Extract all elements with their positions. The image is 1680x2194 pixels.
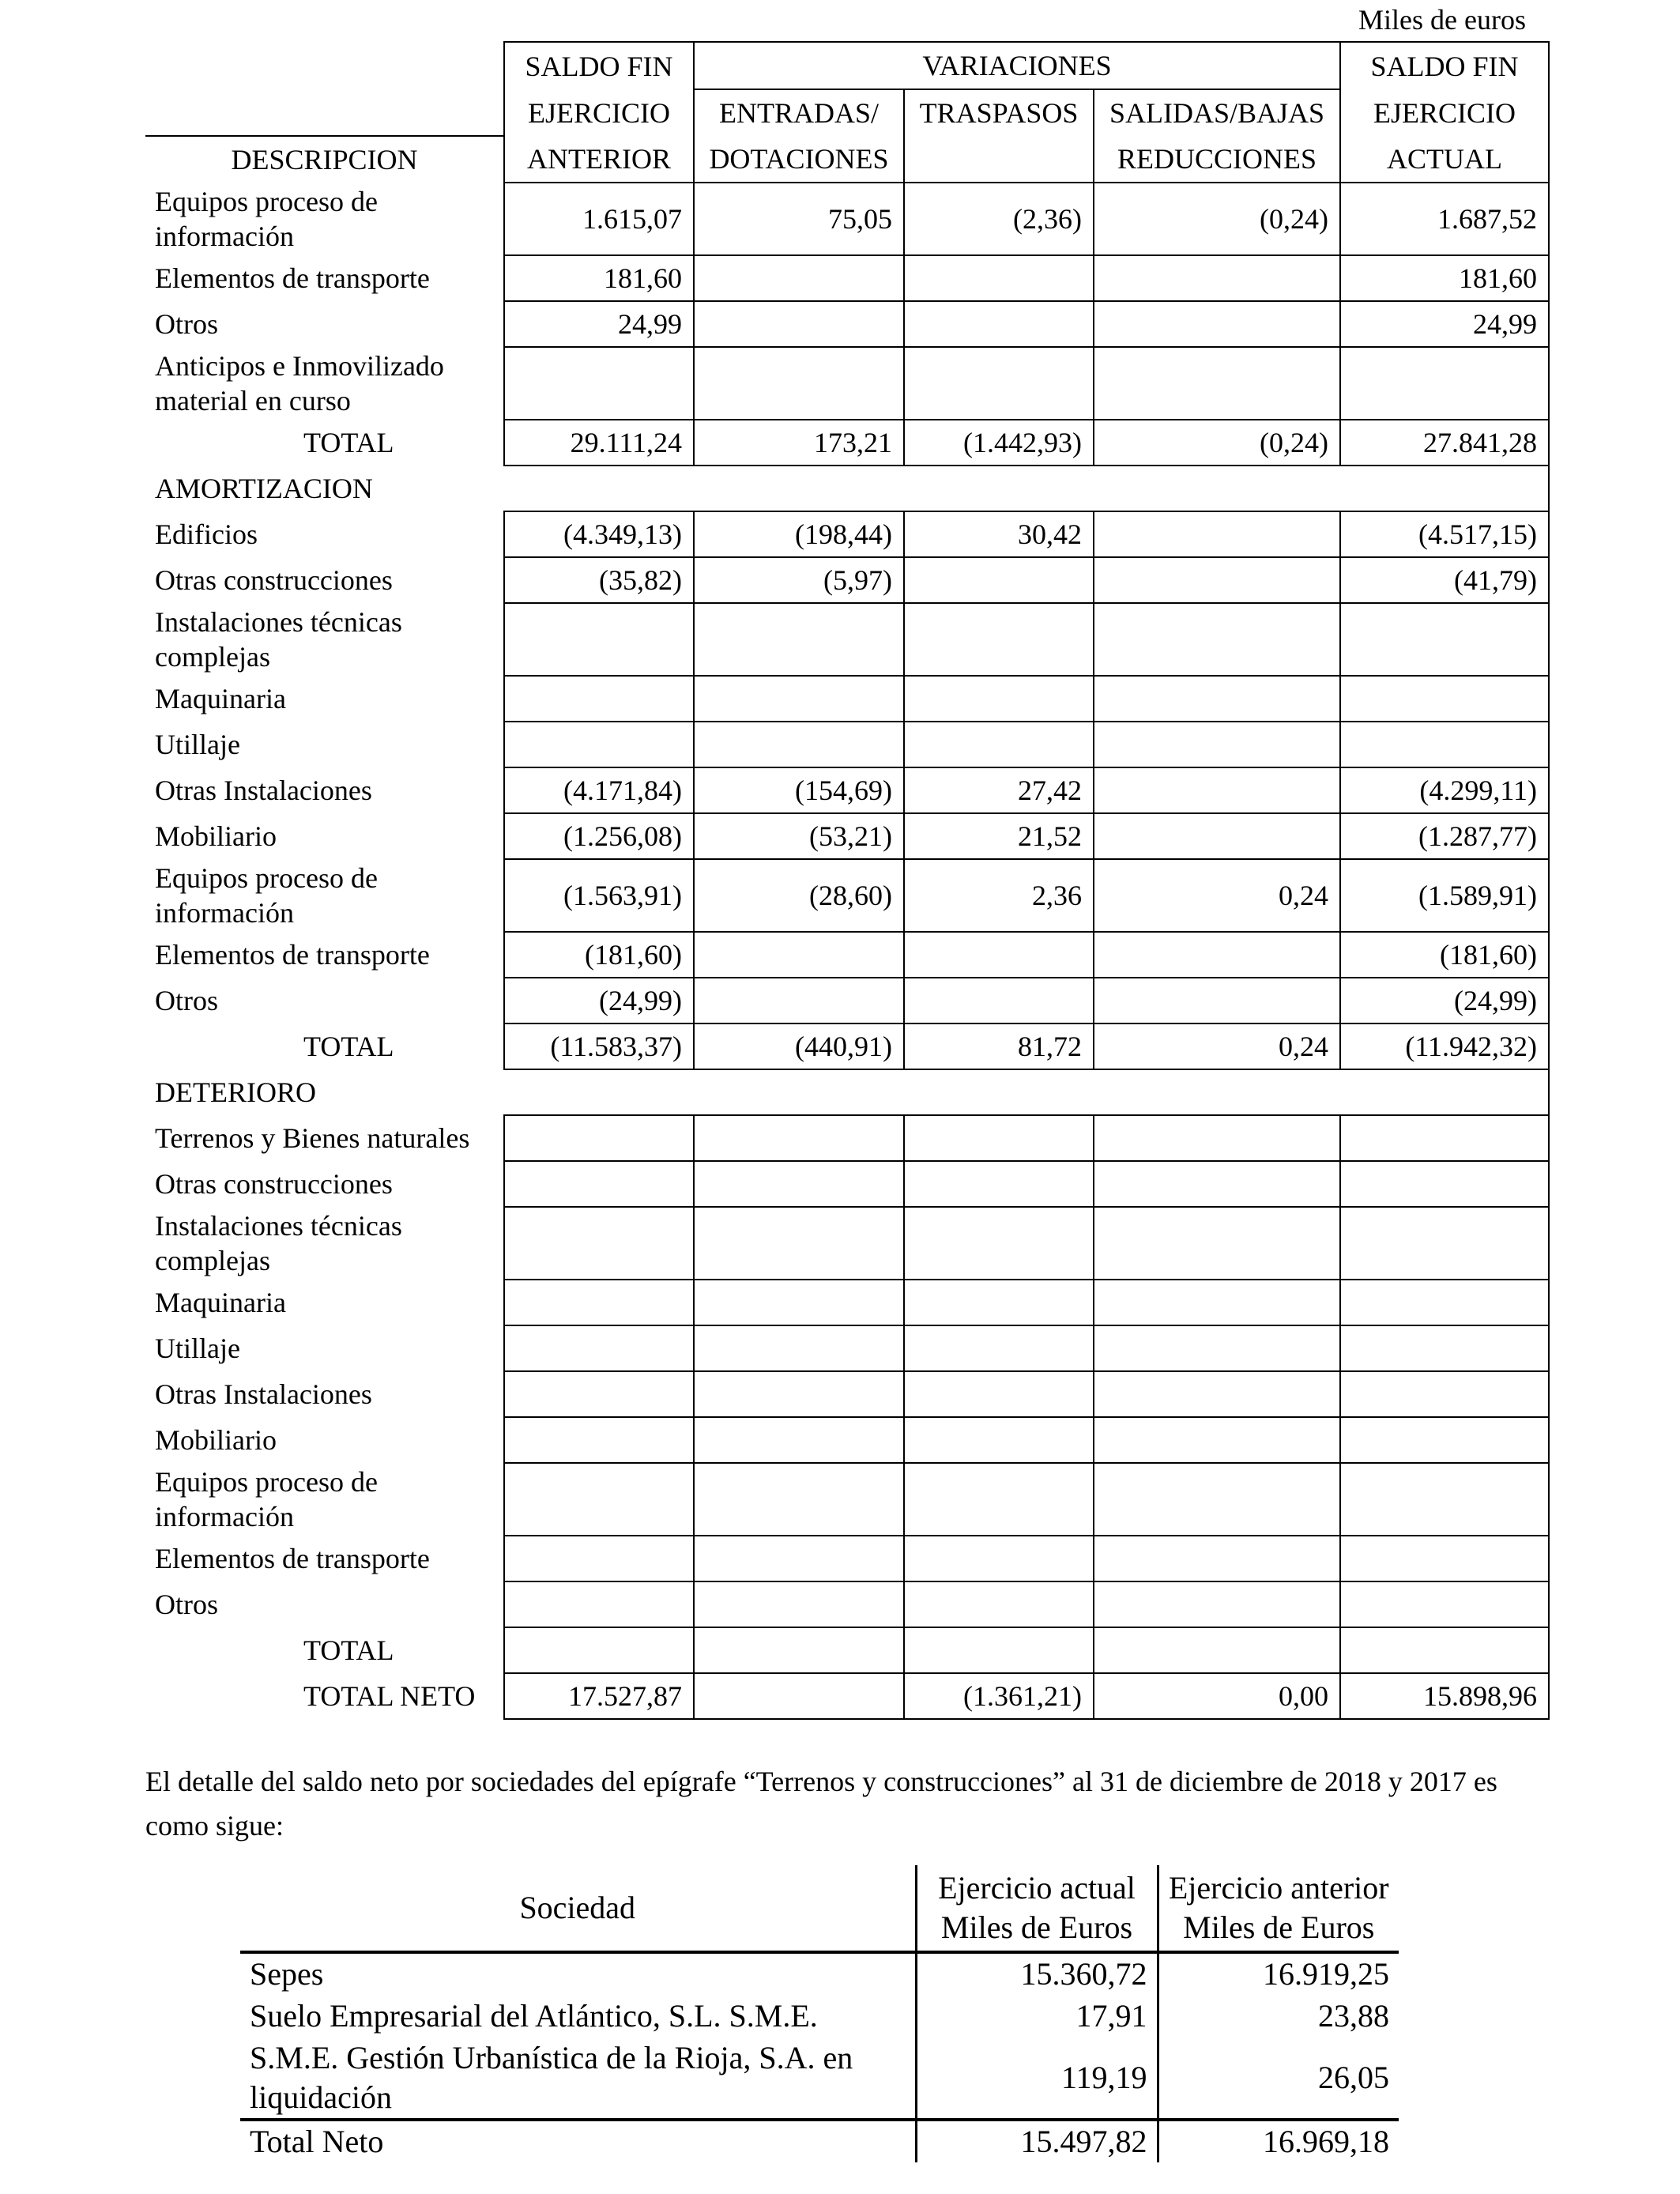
saldo-anterior-cell (504, 603, 694, 676)
entradas-cell (694, 1161, 904, 1207)
header-row-2 (145, 89, 1549, 136)
sociedad-name: Suelo Empresarial del Atlántico, S.L. S.M.E. (240, 1995, 916, 2038)
traspasos-cell: (1.361,21) (904, 1673, 1094, 1719)
traspasos-cell: 2,36 (904, 859, 1094, 932)
actual-header-line-2: Miles de Euros (940, 1909, 1133, 1945)
traspasos-cell: (2,36) (904, 183, 1094, 255)
sociedad-row (240, 1995, 1399, 2038)
entradas-cell (694, 1371, 904, 1417)
saldo-anterior-cell (504, 1371, 694, 1417)
section-title: DETERIORO (155, 1076, 316, 1108)
traspasos-cell: 30,42 (904, 511, 1094, 557)
data-row (145, 978, 1549, 1023)
data-row (145, 1115, 1549, 1161)
data-row (145, 603, 1549, 676)
salidas-cell (1094, 1325, 1340, 1371)
row-description: Equipos proceso de información (155, 1466, 378, 1532)
total-label: TOTAL (303, 1634, 394, 1666)
header-salidas-1: SALIDAS/BAJAS (1094, 89, 1340, 136)
sociedad-name: Sepes (240, 1952, 916, 1995)
saldo-anterior-cell: (4.349,13) (504, 511, 694, 557)
entradas-cell (694, 1115, 904, 1161)
data-row (145, 301, 1549, 347)
header-entradas-2: DOTACIONES (694, 136, 904, 183)
row-description: Otras construcciones (155, 1168, 393, 1200)
data-row (145, 1581, 1549, 1627)
saldo-actual-cell (1340, 1371, 1549, 1417)
row-description: Otros (155, 308, 218, 340)
data-row (145, 859, 1549, 932)
salidas-cell (1094, 1463, 1340, 1536)
actual-header (916, 1865, 1158, 1952)
traspasos-cell (904, 1581, 1094, 1627)
salidas-cell (1094, 255, 1340, 301)
total-label: TOTAL (303, 1031, 394, 1062)
saldo-anterior-cell (504, 1627, 694, 1673)
entradas-cell (694, 1627, 904, 1673)
data-row (145, 1280, 1549, 1325)
saldo-actual-cell: 27.841,28 (1340, 420, 1549, 466)
saldo-anterior-cell (504, 347, 694, 420)
anterior-header (1158, 1865, 1399, 1952)
saldo-actual-cell (1340, 1207, 1549, 1280)
entradas-cell (694, 1673, 904, 1719)
salidas-cell (1094, 1115, 1340, 1161)
traspasos-cell (904, 1463, 1094, 1536)
saldo-actual-cell (1340, 1161, 1549, 1207)
saldo-actual-cell (1340, 1280, 1549, 1325)
entradas-cell (694, 978, 904, 1023)
saldo-anterior-cell: 17.527,87 (504, 1673, 694, 1719)
entradas-cell (694, 603, 904, 676)
entradas-cell: (5,97) (694, 557, 904, 603)
salidas-cell (1094, 1417, 1340, 1463)
row-description: Instalaciones técnicas complejas (155, 1210, 402, 1276)
total-row (145, 1673, 1549, 1719)
traspasos-cell (904, 301, 1094, 347)
traspasos-cell (904, 1417, 1094, 1463)
row-description: Equipos proceso de información (155, 862, 378, 929)
actual-header-line-1: Ejercicio actual (938, 1870, 1136, 1906)
traspasos-cell (904, 722, 1094, 767)
data-row (145, 255, 1549, 301)
saldo-anterior-cell: 1.615,07 (504, 183, 694, 255)
traspasos-cell (904, 1280, 1094, 1325)
entradas-cell (694, 1207, 904, 1280)
salidas-cell (1094, 347, 1340, 420)
row-description: Edificios (155, 518, 258, 550)
entradas-cell: (28,60) (694, 859, 904, 932)
saldo-anterior-cell: (35,82) (504, 557, 694, 603)
salidas-cell (1094, 603, 1340, 676)
saldo-anterior-cell: (1.563,91) (504, 859, 694, 932)
row-description: Maquinaria (155, 1287, 286, 1318)
row-description: Otros (155, 1589, 218, 1620)
section-spacer (504, 1069, 1549, 1115)
row-description: Anticipos e Inmovilizado material en curso (155, 350, 444, 417)
header-empty (145, 89, 504, 136)
saldo-actual-cell: (11.942,32) (1340, 1023, 1549, 1069)
saldo-anterior-cell (504, 1280, 694, 1325)
header-description: DESCRIPCION (145, 136, 504, 183)
ejercicio-actual-value: 119,19 (916, 2038, 1158, 2120)
total-label: TOTAL NETO (303, 1680, 476, 1712)
salidas-cell (1094, 557, 1340, 603)
salidas-cell (1094, 1371, 1340, 1417)
saldo-actual-cell (1340, 1325, 1549, 1371)
traspasos-cell (904, 1115, 1094, 1161)
salidas-cell (1094, 676, 1340, 722)
units-label: Miles de euros (1358, 4, 1526, 36)
saldo-actual-cell: 1.687,52 (1340, 183, 1549, 255)
traspasos-cell (904, 347, 1094, 420)
salidas-cell: (0,24) (1094, 420, 1340, 466)
traspasos-cell (904, 1325, 1094, 1371)
saldo-anterior-cell (504, 1115, 694, 1161)
traspasos-cell (904, 932, 1094, 978)
entradas-cell (694, 255, 904, 301)
data-row (145, 676, 1549, 722)
ejercicio-actual-value: 17,91 (916, 1995, 1158, 2038)
saldo-anterior-cell (504, 1581, 694, 1627)
header-traspasos-empty (904, 136, 1094, 183)
saldo-actual-cell (1340, 347, 1549, 420)
salidas-cell (1094, 1627, 1340, 1673)
salidas-cell: 0,00 (1094, 1673, 1340, 1719)
saldo-actual-cell: (1.287,77) (1340, 813, 1549, 859)
row-description: Otras Instalaciones (155, 775, 372, 806)
row-description: Equipos proceso de información (155, 186, 378, 252)
entradas-cell (694, 1581, 904, 1627)
saldo-actual-cell: (181,60) (1340, 932, 1549, 978)
row-description: Terrenos y Bienes naturales (155, 1122, 470, 1154)
salidas-cell (1094, 1280, 1340, 1325)
ejercicio-anterior-value: 23,88 (1318, 1998, 1389, 2034)
row-description: Mobiliario (155, 1424, 277, 1456)
saldo-anterior-cell: (181,60) (504, 932, 694, 978)
section-spacer (504, 466, 1549, 511)
saldo-anterior-cell (504, 1161, 694, 1207)
traspasos-cell (904, 1207, 1094, 1280)
entradas-cell (694, 1463, 904, 1536)
traspasos-cell (904, 1371, 1094, 1417)
header-saldo-anterior-3: ANTERIOR (504, 136, 694, 183)
anterior-header-line-2: Miles de Euros (1183, 1909, 1375, 1945)
salidas-cell: 0,24 (1094, 1023, 1340, 1069)
ejercicio-anterior-value: 26,05 (1318, 2060, 1389, 2095)
saldo-anterior-cell (504, 1207, 694, 1280)
row-description: Otros (155, 985, 218, 1016)
entradas-cell: (154,69) (694, 767, 904, 813)
sociedades-table (240, 1865, 1399, 2162)
total-row (145, 1023, 1549, 1069)
data-row (145, 1536, 1549, 1581)
salidas-cell (1094, 1207, 1340, 1280)
data-row (145, 722, 1549, 767)
header-row-3 (145, 136, 1549, 183)
entradas-cell (694, 1417, 904, 1463)
saldo-actual-cell (1340, 722, 1549, 767)
sociedad-row (240, 2038, 1399, 2120)
entradas-cell (694, 1536, 904, 1581)
section-row (145, 1069, 1549, 1115)
saldo-actual-cell: 181,60 (1340, 255, 1549, 301)
anterior-header-line-1: Ejercicio anterior (1168, 1870, 1389, 1906)
total-row (145, 1627, 1549, 1673)
data-row (145, 932, 1549, 978)
saldo-anterior-cell: (24,99) (504, 978, 694, 1023)
sociedad-row (240, 1952, 1399, 1995)
data-row (145, 347, 1549, 420)
entradas-cell (694, 1280, 904, 1325)
sociedad-name: Total Neto (240, 2120, 916, 2162)
entradas-cell (694, 676, 904, 722)
data-row (145, 511, 1549, 557)
data-row (145, 1325, 1549, 1371)
data-row (145, 183, 1549, 255)
row-description: Elementos de transporte (155, 1543, 430, 1574)
saldo-actual-cell (1340, 1536, 1549, 1581)
sociedad-name: S.M.E. Gestión Urbanística de la Rioja, S.A. en liquidación (240, 2038, 916, 2120)
saldo-actual-cell (1340, 1463, 1549, 1536)
entradas-cell (694, 722, 904, 767)
header-saldo-anterior-1: SALDO FIN (504, 42, 694, 89)
saldo-anterior-cell (504, 1417, 694, 1463)
traspasos-cell (904, 1536, 1094, 1581)
saldo-anterior-cell: (1.256,08) (504, 813, 694, 859)
saldo-anterior-cell: 29.111,24 (504, 420, 694, 466)
entradas-cell (694, 932, 904, 978)
sociedad-header: Sociedad (240, 1865, 916, 1952)
ejercicio-anterior-value: 16.919,25 (1263, 1956, 1389, 1992)
ejercicio-actual-value: 15.360,72 (916, 1952, 1158, 1995)
entradas-cell: (440,91) (694, 1023, 904, 1069)
sociedades-total-row (240, 2120, 1399, 2162)
total-label: TOTAL (303, 427, 394, 458)
row-description: Instalaciones técnicas complejas (155, 606, 402, 673)
header-variaciones: VARIACIONES (694, 42, 1340, 89)
traspasos-cell: 21,52 (904, 813, 1094, 859)
header-empty (145, 42, 504, 89)
saldo-anterior-cell: (11.583,37) (504, 1023, 694, 1069)
traspasos-cell: 27,42 (904, 767, 1094, 813)
salidas-cell (1094, 932, 1340, 978)
saldo-anterior-cell (504, 1536, 694, 1581)
saldo-actual-cell: 15.898,96 (1340, 1673, 1549, 1719)
salidas-cell: 0,24 (1094, 859, 1340, 932)
saldo-actual-cell (1340, 1115, 1549, 1161)
saldo-actual-cell (1340, 1581, 1549, 1627)
row-description: Elementos de transporte (155, 939, 430, 971)
traspasos-cell (904, 603, 1094, 676)
saldo-anterior-cell (504, 1463, 694, 1536)
row-description: Utillaje (155, 1333, 240, 1364)
traspasos-cell (904, 978, 1094, 1023)
row-description: Utillaje (155, 729, 240, 760)
entradas-cell (694, 1325, 904, 1371)
row-description: Otras construcciones (155, 564, 393, 596)
header-saldo-actual-3: ACTUAL (1340, 136, 1549, 183)
traspasos-cell (904, 676, 1094, 722)
traspasos-cell (904, 1161, 1094, 1207)
saldo-actual-cell: (41,79) (1340, 557, 1549, 603)
traspasos-cell: (1.442,93) (904, 420, 1094, 466)
data-row (145, 1463, 1549, 1536)
salidas-cell (1094, 1581, 1340, 1627)
detail-paragraph: El detalle del saldo neto por sociedades del epígrafe “Terrenos y construcciones” al 31 de diciembre de 2018 y 2017 es como sigue: (145, 1766, 1497, 1842)
salidas-cell (1094, 1536, 1340, 1581)
total-row (145, 420, 1549, 466)
saldo-actual-cell (1340, 603, 1549, 676)
row-description: Maquinaria (155, 683, 286, 714)
data-row (145, 1161, 1549, 1207)
header-traspasos: TRASPASOS (904, 89, 1094, 136)
saldo-actual-cell (1340, 1417, 1549, 1463)
traspasos-cell (904, 255, 1094, 301)
saldo-actual-cell: (4.517,15) (1340, 511, 1549, 557)
header-entradas-1: ENTRADAS/ (694, 89, 904, 136)
row-description: Elementos de transporte (155, 262, 430, 294)
saldo-actual-cell: (1.589,91) (1340, 859, 1549, 932)
row-description: Mobiliario (155, 820, 277, 852)
salidas-cell (1094, 767, 1340, 813)
saldo-anterior-cell (504, 1325, 694, 1371)
traspasos-cell (904, 1627, 1094, 1673)
data-row (145, 1371, 1549, 1417)
salidas-cell (1094, 301, 1340, 347)
saldo-anterior-cell: 181,60 (504, 255, 694, 301)
saldo-anterior-cell: (4.171,84) (504, 767, 694, 813)
entradas-cell (694, 347, 904, 420)
movements-table (145, 41, 1550, 1720)
saldo-anterior-cell (504, 722, 694, 767)
saldo-anterior-cell (504, 676, 694, 722)
salidas-cell (1094, 813, 1340, 859)
traspasos-cell: 81,72 (904, 1023, 1094, 1069)
saldo-actual-cell (1340, 676, 1549, 722)
traspasos-cell (904, 557, 1094, 603)
ejercicio-actual-value: 15.497,82 (916, 2120, 1158, 2162)
sociedades-header-row (240, 1865, 1399, 1952)
data-row (145, 813, 1549, 859)
salidas-cell: (0,24) (1094, 183, 1340, 255)
section-title: AMORTIZACION (155, 473, 373, 504)
saldo-actual-cell (1340, 1627, 1549, 1673)
data-row (145, 1417, 1549, 1463)
header-saldo-actual-1: SALDO FIN (1340, 42, 1549, 89)
data-row (145, 1207, 1549, 1280)
entradas-cell: 75,05 (694, 183, 904, 255)
data-row (145, 557, 1549, 603)
entradas-cell: 173,21 (694, 420, 904, 466)
salidas-cell (1094, 978, 1340, 1023)
header-saldo-actual-2: EJERCICIO (1340, 89, 1549, 136)
section-row (145, 466, 1549, 511)
row-description: Otras Instalaciones (155, 1378, 372, 1410)
ejercicio-anterior-value: 16.969,18 (1158, 2120, 1399, 2162)
saldo-actual-cell: (4.299,11) (1340, 767, 1549, 813)
header-salidas-2: REDUCCIONES (1094, 136, 1340, 183)
saldo-anterior-cell: 24,99 (504, 301, 694, 347)
saldo-actual-cell: (24,99) (1340, 978, 1549, 1023)
entradas-cell: (53,21) (694, 813, 904, 859)
salidas-cell (1094, 1161, 1340, 1207)
salidas-cell (1094, 511, 1340, 557)
header-row-1 (145, 42, 1549, 89)
data-row (145, 767, 1549, 813)
saldo-actual-cell: 24,99 (1340, 301, 1549, 347)
entradas-cell (694, 301, 904, 347)
header-saldo-anterior-2: EJERCICIO (504, 89, 694, 136)
entradas-cell: (198,44) (694, 511, 904, 557)
salidas-cell (1094, 722, 1340, 767)
